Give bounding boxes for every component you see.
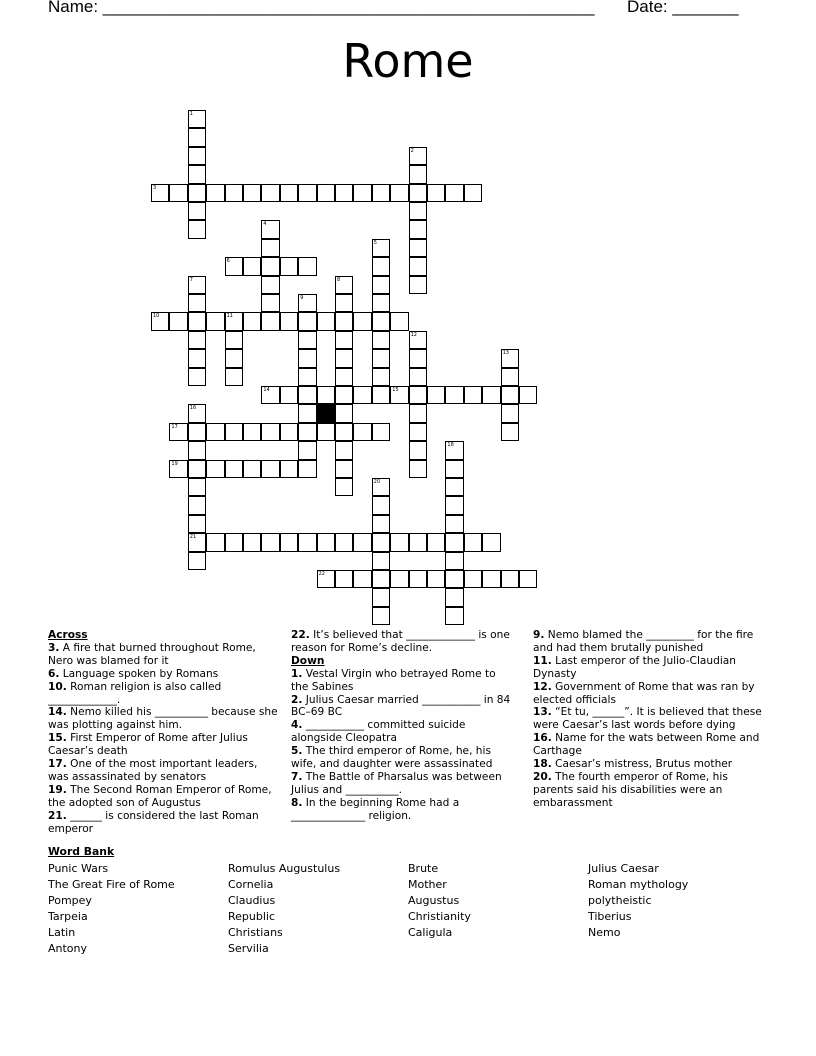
crossword-cell[interactable] xyxy=(409,570,427,588)
clue-down-5: 5. The third emperor of Rome, he, his wife, and daughter were assassinated xyxy=(291,745,493,771)
crossword-cell[interactable] xyxy=(372,423,390,441)
word-bank-item: Antony xyxy=(48,942,88,955)
crossword-cell[interactable] xyxy=(445,533,463,551)
word-bank-column-2 xyxy=(228,861,340,957)
clue-number: 12 xyxy=(410,331,417,338)
crossword-cell[interactable] xyxy=(335,423,353,441)
crossword-cell[interactable] xyxy=(317,386,335,404)
crossword-cell[interactable] xyxy=(280,312,298,330)
crossword-cell[interactable] xyxy=(409,423,427,441)
crossword-cell[interactable] xyxy=(206,184,224,202)
crossword-cell[interactable] xyxy=(372,239,390,257)
clue-across-3: 3. A fire that burned throughout Rome, Nero was blamed for it xyxy=(48,641,256,667)
clue-number: 4 xyxy=(263,221,267,228)
crossword-cell[interactable] xyxy=(225,533,243,551)
crossword-cell[interactable] xyxy=(390,386,408,404)
crossword-cell[interactable] xyxy=(206,312,224,330)
down-heading: Down xyxy=(291,654,325,667)
crossword-cell[interactable] xyxy=(482,386,500,404)
crossword-cell[interactable] xyxy=(427,184,445,202)
crossword-cell[interactable] xyxy=(409,165,427,183)
date-label: Date: xyxy=(627,0,673,16)
clue-number: 10 xyxy=(153,313,160,320)
clue-number: 14 xyxy=(263,387,270,393)
clue-number: 2 xyxy=(410,147,414,154)
crossword-cell[interactable] xyxy=(298,441,316,459)
crossword-cell[interactable] xyxy=(335,368,353,386)
clues-column-1 xyxy=(48,629,280,836)
clue-down-4: 4. ___________ committed suicide alongside Cleopatra xyxy=(291,719,466,745)
crossword-cell[interactable] xyxy=(188,147,206,165)
word-bank-item: Mother xyxy=(408,878,447,891)
crossword-cell[interactable] xyxy=(501,349,519,367)
clue-down-16: 16. Name for the wats between Rome and Carthage xyxy=(533,732,760,758)
crossword-cell[interactable] xyxy=(298,533,316,551)
crossword-cell[interactable] xyxy=(335,331,353,349)
crossword-cell[interactable] xyxy=(261,257,279,275)
crossword-cell[interactable] xyxy=(445,441,463,459)
crossword-cell[interactable] xyxy=(225,331,243,349)
crossword-cell[interactable] xyxy=(225,184,243,202)
crossword-cell[interactable] xyxy=(409,460,427,478)
word-bank-heading: Word Bank xyxy=(48,845,115,858)
crossword-cell[interactable] xyxy=(151,184,169,202)
crossword-blocked-cell xyxy=(317,404,335,422)
word-bank-column-4 xyxy=(588,861,688,941)
crossword-cell[interactable] xyxy=(335,441,353,459)
across-heading: Across xyxy=(48,629,88,641)
crossword-cell[interactable] xyxy=(409,257,427,275)
crossword-cell[interactable] xyxy=(225,349,243,367)
clue-number: 16 xyxy=(189,405,197,412)
page-title: Rome xyxy=(342,34,474,88)
crossword-cell[interactable] xyxy=(409,147,427,165)
word-bank-item: Roman mythology xyxy=(588,878,689,891)
crossword-cell[interactable] xyxy=(335,312,353,330)
crossword-cell[interactable] xyxy=(261,239,279,257)
clue-down-12: 12. Government of Rome that was ran by elected officials xyxy=(533,680,755,706)
crossword-cell[interactable] xyxy=(409,331,427,349)
crossword-cell[interactable] xyxy=(169,460,187,478)
crossword-cell[interactable] xyxy=(298,257,316,275)
crossword-cell[interactable] xyxy=(261,533,279,551)
crossword-cell[interactable] xyxy=(188,423,206,441)
clue-number: 5 xyxy=(373,239,377,246)
crossword-cell[interactable] xyxy=(445,386,463,404)
word-bank-item: Augustus xyxy=(408,894,460,907)
crossword-cell[interactable] xyxy=(188,294,206,312)
crossword-cell[interactable] xyxy=(445,570,463,588)
clue-number: 19 xyxy=(171,460,178,467)
crossword-cell[interactable] xyxy=(409,220,427,238)
clue-down-9: 9. Nemo blamed the _________ for the fire and had them brutally punished xyxy=(533,629,754,654)
crossword-cell[interactable] xyxy=(188,312,206,330)
crossword-cell[interactable] xyxy=(335,533,353,551)
clue-down-8: 8. In the beginning Rome had a ______________ religion. xyxy=(291,796,460,822)
date-blank[interactable]: _______ xyxy=(672,0,739,16)
crossword-cell[interactable] xyxy=(225,423,243,441)
crossword-cell[interactable] xyxy=(298,423,316,441)
crossword-cell[interactable] xyxy=(335,478,353,496)
crossword-cell[interactable] xyxy=(188,220,206,238)
clue-across-10: 10. Roman religion is also called _____________. xyxy=(48,680,222,706)
clue-number: 22 xyxy=(318,571,325,577)
crossword-cell[interactable] xyxy=(409,349,427,367)
crossword-cell[interactable] xyxy=(188,184,206,202)
crossword-cell[interactable] xyxy=(335,184,353,202)
word-bank-item: Servilia xyxy=(228,942,269,955)
clue-number: 8 xyxy=(337,276,341,283)
crossword-cell[interactable] xyxy=(390,533,408,551)
crossword-cell[interactable] xyxy=(372,368,390,386)
clue-down-2: 2. Julius Caesar married ___________ in 84 BC–69 BC xyxy=(291,693,511,719)
crossword-cell[interactable] xyxy=(188,331,206,349)
crossword-cell[interactable] xyxy=(169,423,187,441)
crossword-cell[interactable] xyxy=(317,570,335,588)
crossword-cell[interactable] xyxy=(335,294,353,312)
crossword-cell[interactable] xyxy=(445,588,463,606)
crossword-cell[interactable] xyxy=(335,276,353,294)
name-blank[interactable]: ____________________________________________________ xyxy=(102,0,595,16)
clue-number: 9 xyxy=(300,295,304,301)
crossword-cell[interactable] xyxy=(464,386,482,404)
clue-across-14: 14. Nemo killed his __________ because she was plotting against him. xyxy=(48,706,278,732)
crossword-cell[interactable] xyxy=(298,404,316,422)
clues-column-2 xyxy=(291,629,515,823)
crossword-cell[interactable] xyxy=(335,460,353,478)
word-bank-item: Republic xyxy=(228,910,276,923)
crossword-cell[interactable] xyxy=(464,570,482,588)
word-bank-item: Tiberius xyxy=(588,910,632,923)
crossword-cell[interactable] xyxy=(261,460,279,478)
word-bank-item: Nemo xyxy=(588,926,621,939)
crossword-cell[interactable] xyxy=(206,423,224,441)
word-bank-item: Caligula xyxy=(408,926,453,939)
clue-across-22: 22. It’s believed that _____________ is one reason for Rome’s decline. xyxy=(291,629,510,654)
crossword-cell[interactable] xyxy=(261,220,279,238)
word-bank-item: The Great Fire of Rome xyxy=(48,878,175,891)
clue-number: 1 xyxy=(189,111,193,117)
crossword-cell[interactable] xyxy=(243,184,261,202)
crossword-cell[interactable] xyxy=(261,423,279,441)
crossword-cell[interactable] xyxy=(280,257,298,275)
crossword-cell[interactable] xyxy=(390,570,408,588)
crossword-cell[interactable] xyxy=(372,184,390,202)
crossword-cell[interactable] xyxy=(188,552,206,570)
crossword-cell[interactable] xyxy=(243,257,261,275)
clue-down-11: 11. Last emperor of the Julio-Claudian Dynasty xyxy=(533,654,736,680)
crossword-cell[interactable] xyxy=(445,184,463,202)
crossword-cell[interactable] xyxy=(445,552,463,570)
clue-across-6: 6. Language spoken by Romans xyxy=(48,667,219,680)
crossword-cell[interactable] xyxy=(188,478,206,496)
crossword-cell[interactable] xyxy=(409,184,427,202)
crossword-cell[interactable] xyxy=(335,386,353,404)
clue-number: 13 xyxy=(502,350,509,357)
crossword-cell[interactable] xyxy=(501,386,519,404)
crossword-cell[interactable] xyxy=(280,423,298,441)
crossword-cell[interactable] xyxy=(188,533,206,551)
crossword-cell[interactable] xyxy=(225,312,243,330)
clue-number: 7 xyxy=(189,276,193,283)
crossword-cell[interactable] xyxy=(372,294,390,312)
word-bank-item: Christianity xyxy=(408,910,471,923)
crossword-cell[interactable] xyxy=(464,533,482,551)
crossword-cell[interactable] xyxy=(261,184,279,202)
crossword-cell[interactable] xyxy=(353,386,371,404)
crossword-cell[interactable] xyxy=(188,515,206,533)
crossword-cell[interactable] xyxy=(243,460,261,478)
clue-across-21: 21. ______ is considered the last Roman emperor xyxy=(48,809,259,835)
word-bank-column-3 xyxy=(408,861,471,941)
crossword-cell[interactable] xyxy=(261,294,279,312)
crossword-cell[interactable] xyxy=(427,570,445,588)
crossword-cell[interactable] xyxy=(280,386,298,404)
crossword-cell[interactable] xyxy=(317,533,335,551)
word-bank-item: Christians xyxy=(228,926,283,939)
crossword-cell[interactable] xyxy=(409,276,427,294)
crossword-cell[interactable] xyxy=(280,460,298,478)
crossword-cell[interactable] xyxy=(188,460,206,478)
crossword-cell[interactable] xyxy=(188,110,206,128)
word-bank-item: Tarpeia xyxy=(48,910,88,923)
crossword-cell[interactable] xyxy=(372,257,390,275)
crossword-cell[interactable] xyxy=(353,533,371,551)
crossword-cell[interactable] xyxy=(501,404,519,422)
clue-down-18: 18. Caesar’s mistress, Brutus mother xyxy=(533,758,733,771)
crossword-cell[interactable] xyxy=(261,276,279,294)
crossword-cell[interactable] xyxy=(409,239,427,257)
crossword-cell[interactable] xyxy=(298,312,316,330)
crossword-cell[interactable] xyxy=(225,460,243,478)
crossword-cell[interactable] xyxy=(151,312,169,330)
clue-number: 21 xyxy=(189,534,197,541)
crossword-cell[interactable] xyxy=(427,386,445,404)
crossword-cell[interactable] xyxy=(372,478,390,496)
crossword-cell[interactable] xyxy=(261,312,279,330)
clue-number: 3 xyxy=(153,184,157,191)
crossword-cell[interactable] xyxy=(243,423,261,441)
crossword-cell[interactable] xyxy=(298,386,316,404)
clue-number: 11 xyxy=(226,313,233,320)
word-bank-item: Julius Caesar xyxy=(588,862,659,875)
crossword-cell[interactable] xyxy=(501,368,519,386)
crossword-cell[interactable] xyxy=(280,184,298,202)
crossword-cell[interactable] xyxy=(445,460,463,478)
word-bank-item: Claudius xyxy=(228,894,276,907)
crossword-cell[interactable] xyxy=(188,496,206,514)
crossword-cell[interactable] xyxy=(298,331,316,349)
crossword-cell[interactable] xyxy=(445,496,463,514)
crossword-cell[interactable] xyxy=(372,386,390,404)
crossword-cell[interactable] xyxy=(372,496,390,514)
crossword-cell[interactable] xyxy=(225,257,243,275)
crossword-cell[interactable] xyxy=(317,312,335,330)
crossword-cell[interactable] xyxy=(298,349,316,367)
crossword-cell[interactable] xyxy=(372,312,390,330)
crossword-cell[interactable] xyxy=(335,570,353,588)
crossword-cell[interactable] xyxy=(519,386,537,404)
crossword-cell[interactable] xyxy=(188,441,206,459)
crossword-cell[interactable] xyxy=(390,312,408,330)
crossword-cell[interactable] xyxy=(372,552,390,570)
clue-across-19: 19. The Second Roman Emperor of Rome, the adopted son of Augustus xyxy=(48,783,272,809)
crossword-cell[interactable] xyxy=(317,184,335,202)
crossword-cell[interactable] xyxy=(372,588,390,606)
clue-across-17: 17. One of the most important leaders, was assassinated by senators xyxy=(48,758,258,783)
crossword-cell[interactable] xyxy=(482,533,500,551)
crossword-cell[interactable] xyxy=(298,294,316,312)
crossword-cell[interactable] xyxy=(482,570,500,588)
crossword-cell[interactable] xyxy=(372,349,390,367)
crossword-cell[interactable] xyxy=(445,515,463,533)
crossword-cell[interactable] xyxy=(188,165,206,183)
crossword-cell[interactable] xyxy=(188,404,206,422)
crossword-cell[interactable] xyxy=(188,368,206,386)
clue-number: 17 xyxy=(171,423,178,430)
crossword-cell[interactable] xyxy=(409,404,427,422)
crossword-cell[interactable] xyxy=(353,423,371,441)
crossword-cell[interactable] xyxy=(409,441,427,459)
crossword-cell[interactable] xyxy=(280,533,298,551)
crossword-cell[interactable] xyxy=(298,368,316,386)
clue-across-15: 15. First Emperor of Rome after Julius Caesar’s death xyxy=(48,732,248,758)
clue-number: 15 xyxy=(392,387,399,393)
crossword-cell[interactable] xyxy=(372,276,390,294)
crossword-cell[interactable] xyxy=(353,184,371,202)
word-bank-item: Brute xyxy=(408,862,439,875)
crossword-cell[interactable] xyxy=(372,607,390,625)
clue-number: 18 xyxy=(447,442,454,449)
crossword-cell[interactable] xyxy=(409,368,427,386)
word-bank-item: Pompey xyxy=(48,894,92,907)
word-bank-item: Cornelia xyxy=(228,878,274,891)
crossword-cell[interactable] xyxy=(169,312,187,330)
crossword-cell[interactable] xyxy=(243,533,261,551)
crossword-cell[interactable] xyxy=(464,184,482,202)
crossword-cell[interactable] xyxy=(409,533,427,551)
crossword-cell[interactable] xyxy=(372,533,390,551)
crossword-cell[interactable] xyxy=(372,570,390,588)
crossword-cell[interactable] xyxy=(409,386,427,404)
clues-column-3 xyxy=(533,629,763,810)
crossword-cell[interactable] xyxy=(188,128,206,146)
crossword-cell[interactable] xyxy=(409,202,427,220)
crossword-cell[interactable] xyxy=(335,404,353,422)
crossword-cell[interactable] xyxy=(427,533,445,551)
crossword-cell[interactable] xyxy=(188,349,206,367)
word-bank-item: polytheistic xyxy=(588,894,652,907)
crossword-cell[interactable] xyxy=(188,202,206,220)
crossword-cell[interactable] xyxy=(372,331,390,349)
crossword-cell[interactable] xyxy=(206,533,224,551)
crossword-cell[interactable] xyxy=(317,423,335,441)
crossword-cell[interactable] xyxy=(445,478,463,496)
crossword-cell[interactable] xyxy=(225,368,243,386)
clue-down-7: 7. The Battle of Pharsalus was between Julius and __________. xyxy=(291,770,502,796)
clue-number: 20 xyxy=(373,479,381,485)
clue-down-1: 1. Vestal Virgin who betrayed Rome to the Sabines xyxy=(291,667,496,693)
clue-down-20: 20. The fourth emperor of Rome, his parents said his disabilities were an embarassment xyxy=(533,770,728,809)
word-bank-item: Latin xyxy=(48,926,76,939)
crossword-cell[interactable] xyxy=(353,312,371,330)
crossword-cell[interactable] xyxy=(261,386,279,404)
crossword-cell[interactable] xyxy=(519,570,537,588)
word-bank-column-1 xyxy=(48,861,175,957)
crossword-cell[interactable] xyxy=(372,515,390,533)
clue-down-13: 13. “Et tu, ______”. It is believed that these were Caesar’s last words before dying xyxy=(533,706,762,732)
crossword-cell[interactable] xyxy=(206,460,224,478)
crossword-cell[interactable] xyxy=(188,276,206,294)
crossword-cell[interactable] xyxy=(353,570,371,588)
word-bank-item: Punic Wars xyxy=(48,862,109,875)
crossword-cell[interactable] xyxy=(501,423,519,441)
crossword-cell[interactable] xyxy=(501,570,519,588)
crossword-cell[interactable] xyxy=(298,460,316,478)
crossword-cell[interactable] xyxy=(243,312,261,330)
crossword-cell[interactable] xyxy=(390,184,408,202)
crossword-cell[interactable] xyxy=(298,184,316,202)
word-bank-item: Romulus Augustulus xyxy=(228,862,341,875)
crossword-cell[interactable] xyxy=(445,607,463,625)
crossword-cell[interactable] xyxy=(169,184,187,202)
name-label: Name: xyxy=(48,0,103,16)
clue-number: 6 xyxy=(226,258,230,265)
crossword-cell[interactable] xyxy=(335,349,353,367)
